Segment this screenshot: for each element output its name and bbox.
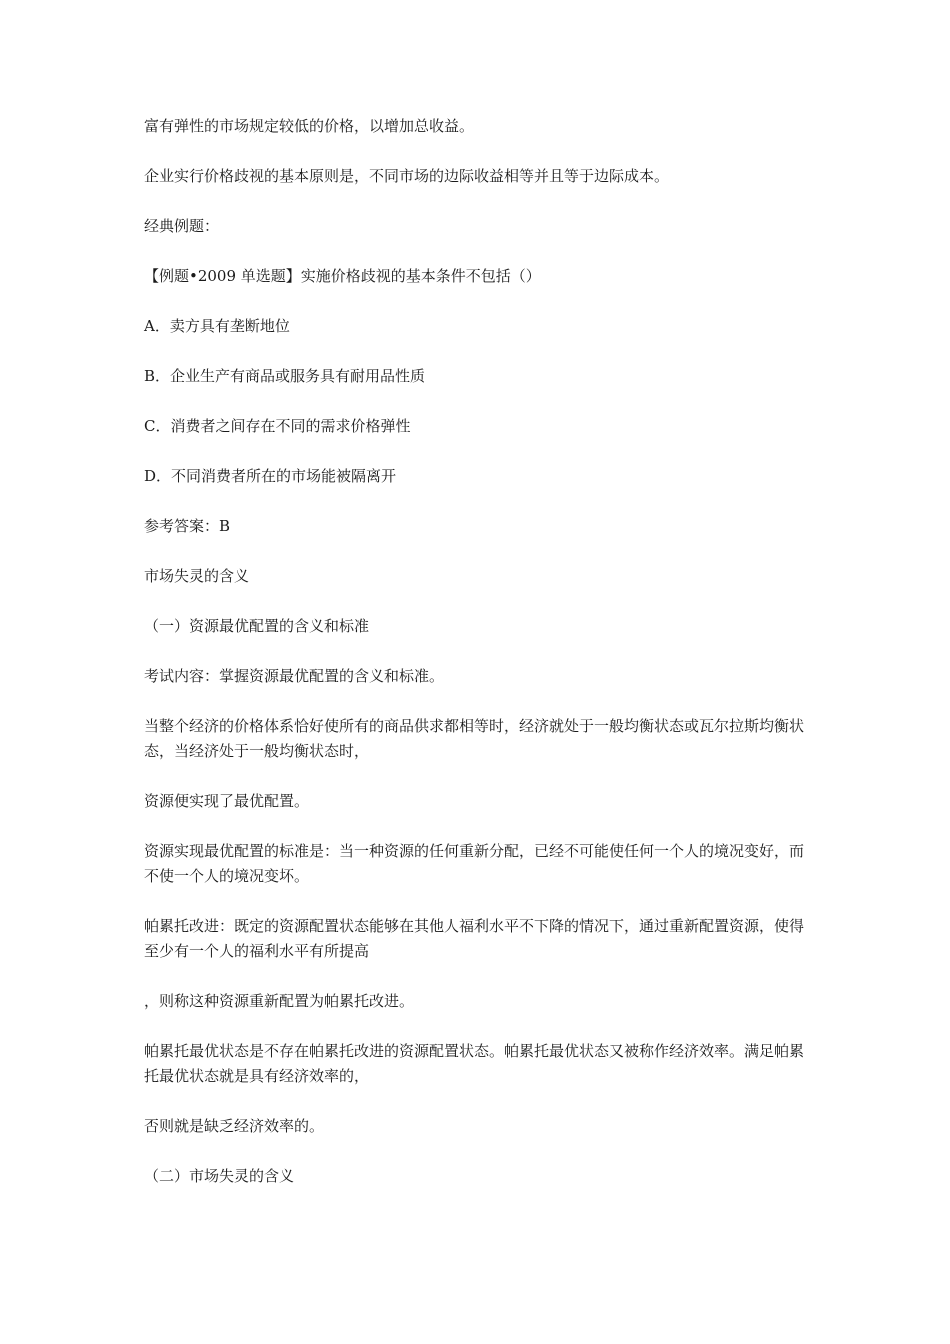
section-heading-market-failure: 市场失灵的含义 <box>144 567 250 585</box>
paragraph-pareto-improvement: 帕累托改进：既定的资源配置状态能够在其他人福利水平不下降的情况下，通过重新配置资源，使得至少有一个人的福利水平有所提高 <box>144 917 805 960</box>
paragraph-general-equilibrium: 当整个经济的价格体系恰好使所有的商品供求都相等时，经济就处于一般均衡状态或瓦尔拉斯均衡状态，当经济处于一般均衡状态时， <box>144 717 805 760</box>
paragraph-exam-content: 考试内容：掌握资源最优配置的含义和标准。 <box>144 667 445 685</box>
reference-answer: 参考答案：B <box>144 517 231 535</box>
paragraph-price-elasticity: 富有弹性的市场规定较低的价格，以增加总收益。 <box>144 117 475 135</box>
option-b: B．企业生产有商品或服务具有耐用品性质 <box>144 367 426 385</box>
paragraph-pareto-optimal: 帕累托最优状态是不存在帕累托改进的资源配置状态。帕累托最优状态又被称作经济效率。满足帕累托最优状态就是具有经济效率的， <box>144 1042 805 1085</box>
document-page <box>144 114 812 1214</box>
subsection-heading-optimal-allocation: （一）资源最优配置的含义和标准 <box>144 617 370 635</box>
paragraph-pareto-improvement-cont: ，则称这种资源重新配置为帕累托改进。 <box>144 992 415 1010</box>
subsection-heading-market-failure-meaning: （二）市场失灵的含义 <box>144 1167 295 1185</box>
paragraph-discrimination-principle: 企业实行价格歧视的基本原则是，不同市场的边际收益相等并且等于边际成本。 <box>144 167 670 185</box>
paragraph-optimal-allocation-achieved: 资源便实现了最优配置。 <box>144 792 310 810</box>
option-c: C．消费者之间存在不同的需求价格弹性 <box>144 417 411 435</box>
option-a: A．卖方具有垄断地位 <box>144 317 290 335</box>
paragraph-classic-example-heading: 经典例题： <box>144 217 220 235</box>
option-d: D．不同消费者所在的市场能被隔离开 <box>144 467 397 485</box>
paragraph-pareto-optimal-cont: 否则就是缺乏经济效率的。 <box>144 1117 325 1135</box>
paragraph-example-question: 【例题•2009 单选题】实施价格歧视的基本条件不包括（） <box>144 267 541 285</box>
paragraph-allocation-standard: 资源实现最优配置的标准是：当一种资源的任何重新分配，已经不可能使任何一个人的境况变好，而不使一个人的境况变坏。 <box>144 842 805 885</box>
